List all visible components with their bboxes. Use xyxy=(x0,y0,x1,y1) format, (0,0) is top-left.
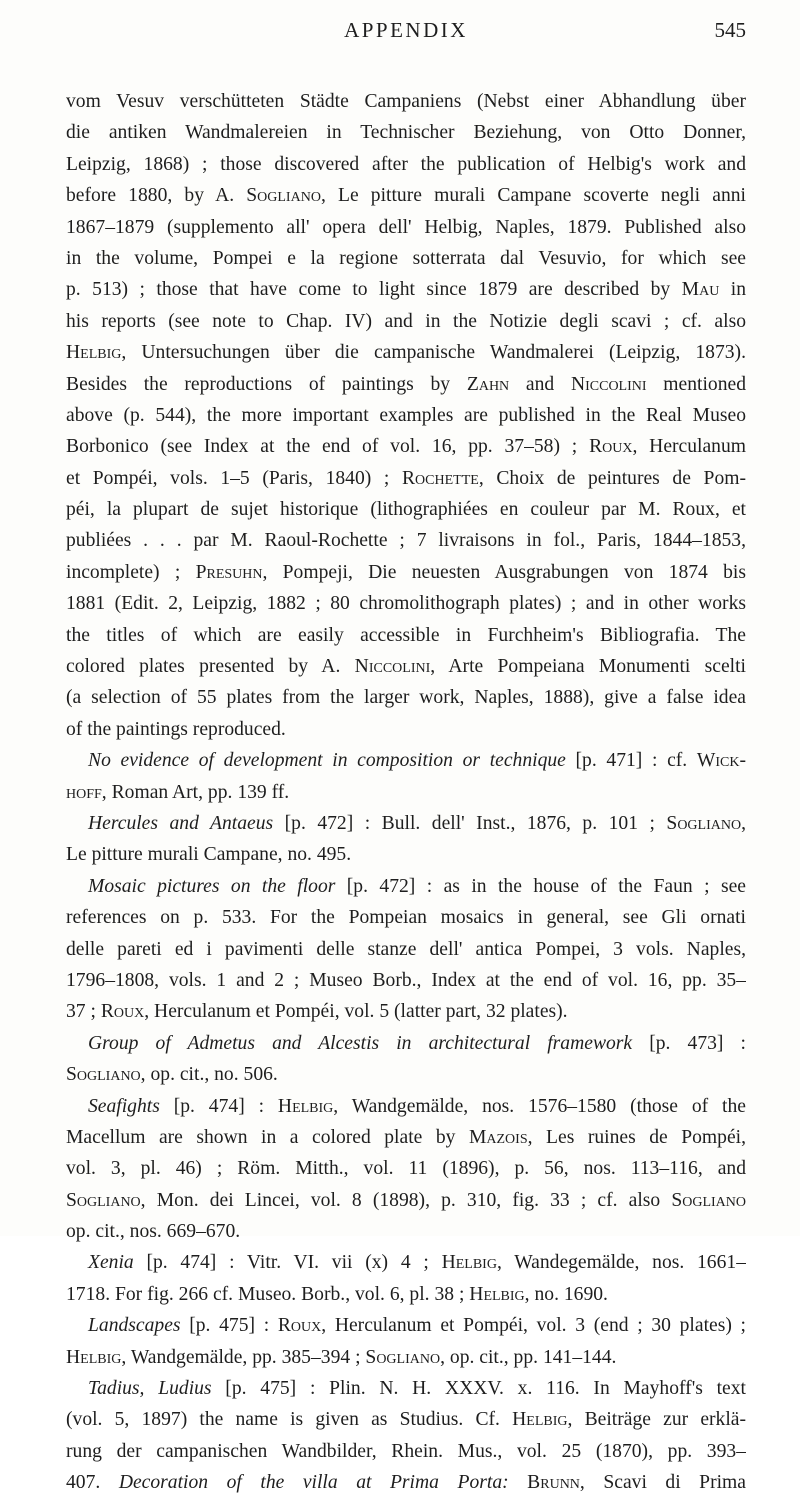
text-run: his reports (see note to Chap. IV) and in the Notizie degli scavi ; cf. also xyxy=(66,310,746,332)
text-run: [p. 474] : xyxy=(159,1095,278,1117)
text-line xyxy=(66,902,746,933)
text-line xyxy=(66,525,746,556)
author-name: Roux xyxy=(100,1001,145,1023)
author-name: Brunn xyxy=(527,1472,580,1494)
text-run: [p. 473] : xyxy=(632,1032,746,1054)
text-line xyxy=(66,1247,746,1278)
text-run: vol. 3, pl. 46) ; Röm. Mitth., vol. 11 (1896), p. 56, nos. 113–116, and xyxy=(66,1158,746,1180)
topic-heading: Xenia xyxy=(88,1252,134,1274)
topic-heading: Hercules and Antaeus xyxy=(88,812,274,834)
text-line xyxy=(66,274,746,305)
text-run: Le pitture murali Campane, no. 495. xyxy=(66,844,352,866)
author-name: hoff xyxy=(66,781,102,803)
text-line xyxy=(66,557,746,588)
text-line xyxy=(66,149,746,180)
text-line xyxy=(66,588,746,619)
page-number: 545 xyxy=(714,18,746,42)
text-line xyxy=(66,306,746,337)
text-run: Macellum are shown in a colored plate by xyxy=(66,1126,469,1148)
text-run: Borbonico (see Index at the end of vol. 16, pp. 37–58) ; xyxy=(66,436,590,458)
author-name: Sogliano xyxy=(666,812,742,834)
text-run: , Untersuchungen über die campanische Wandmalerei (Leipzig, 1873). xyxy=(121,342,746,364)
text-line xyxy=(66,86,746,117)
text-run: 407. xyxy=(66,1472,119,1494)
text-run: , xyxy=(741,812,746,834)
text-line xyxy=(66,1404,746,1435)
text-run: die antiken Wandmalereien in Technischer Beziehung, von Otto Donner, xyxy=(66,122,746,144)
author-name: Helbig xyxy=(512,1409,568,1431)
text-run: , Wandgemälde, nos. 1576–1580 (those of the xyxy=(333,1095,746,1117)
text-line xyxy=(66,180,746,211)
topic-heading: Landscapes xyxy=(88,1315,181,1337)
author-name: Roux xyxy=(277,1315,322,1337)
text-line xyxy=(66,1153,746,1184)
author-name: Wick- xyxy=(696,750,746,772)
text-run: 1718. For fig. 266 cf. Museo. Borb., vol. 6, pl. 38 ; xyxy=(66,1283,470,1305)
author-name: Zahn xyxy=(466,373,510,395)
text-run: references on p. 533. For the Pompeian mosaics in general, see Gli ornati xyxy=(66,907,746,929)
text-run: , Beiträge zur erklä- xyxy=(567,1409,746,1431)
text-run: [p. 475] : Plin. N. H. XXXV. x. 116. In Mayhoff's text xyxy=(211,1378,746,1400)
text-run: , Herculanum xyxy=(632,436,746,458)
text-run: rung der campanischen Wandbilder, Rhein. Mus., vol. 25 (1870), pp. 393– xyxy=(66,1440,746,1462)
author-name: Helbig xyxy=(469,1283,525,1305)
author-name: Rochette xyxy=(401,467,479,489)
topic-heading: Seafights xyxy=(88,1095,160,1117)
text-run: Leipzig, 1868) ; those discovered after the publication of Helbig's work and xyxy=(66,153,746,175)
text-line xyxy=(66,1373,746,1404)
author-name: Helbig xyxy=(66,342,122,364)
text-run: 37 ; xyxy=(66,1001,101,1023)
text-run: , Arte Pompeiana Monumenti scelti xyxy=(430,656,746,678)
text-line xyxy=(66,1059,746,1090)
text-body xyxy=(66,86,746,1499)
text-run: et Pompéi, vols. 1–5 (Paris, 1840) ; xyxy=(66,467,402,489)
text-run: [p. 472] : Bull. dell' Inst., 1876, p. 101 ; xyxy=(273,812,667,834)
text-line xyxy=(66,1091,746,1122)
text-run: in the volume, Pompei e la regione sotterrata dal Vesuvio, for which see xyxy=(66,247,746,269)
author-name: Helbig xyxy=(277,1095,334,1117)
text-line xyxy=(66,463,746,494)
text-run: above (p. 544), the more important examples are published in the Real Museo xyxy=(66,404,746,426)
text-line xyxy=(66,337,746,368)
topic-heading: No evidence of development in composition or technique xyxy=(88,750,566,772)
text-line xyxy=(66,808,746,839)
text-line xyxy=(66,1028,746,1059)
text-run: [p. 472] : as in the house of the Faun ; see xyxy=(335,875,746,897)
author-name: Mazois xyxy=(468,1126,528,1148)
text-line xyxy=(66,431,746,462)
text-run: , Roman Art, pp. 139 ff. xyxy=(101,781,290,803)
text-run: , Herculanum et Pompéi, vol. 5 (latter part, 32 plates). xyxy=(144,1001,568,1023)
text-run: , Les ruines de Pompéi, xyxy=(527,1126,746,1148)
author-name: Sogliano xyxy=(365,1346,441,1368)
text-run: before 1880, by A. xyxy=(66,185,247,207)
text-line xyxy=(66,745,746,776)
running-head xyxy=(66,10,746,54)
text-run: , Choix de peintures de Pom- xyxy=(478,467,746,489)
text-run: , op. cit., no. 506. xyxy=(140,1064,278,1086)
text-run: , Wandegemälde, nos. 1661– xyxy=(496,1252,746,1274)
text-line xyxy=(66,1310,746,1341)
text-run: , Le pitture murali Campane scoverte negli anni xyxy=(320,185,746,207)
text-line xyxy=(66,1185,746,1216)
author-name: Mau xyxy=(681,279,720,301)
text-line xyxy=(66,839,746,870)
author-name: Sogliano xyxy=(66,1064,141,1086)
text-line xyxy=(66,996,746,1027)
text-run: delle pareti ed i pavimenti delle stanze dell' antica Pompei, 3 vols. Naples, xyxy=(66,938,746,960)
topic-heading: Decoration of the villa at Prima Porta: xyxy=(118,1472,509,1494)
text-run: , Herculanum et Pompéi, vol. 3 (end ; 30 plates) ; xyxy=(321,1315,746,1337)
author-name: Niccolini xyxy=(354,656,431,678)
author-name: Sogliano xyxy=(671,1189,746,1211)
text-run: vom Vesuv verschütteten Städte Campaniens (Nebst einer Abhandlung über xyxy=(66,91,746,112)
author-name: Helbig xyxy=(441,1252,497,1274)
text-run: publiées . . . par M. Raoul-Rochette ; 7 livraisons in fol., Paris, 1844–1853, xyxy=(66,530,746,552)
author-name: Sogliano xyxy=(246,185,321,207)
text-run: , Pompeji, Die neuesten Ausgrabungen von 1874 bis xyxy=(262,561,746,583)
text-line xyxy=(66,620,746,651)
text-line xyxy=(66,117,746,148)
text-run xyxy=(509,1472,528,1493)
author-name: Niccolini xyxy=(570,373,647,395)
text-line xyxy=(66,871,746,902)
author-name: Sogliano xyxy=(66,1189,141,1211)
text-line xyxy=(66,1216,746,1247)
text-line xyxy=(66,212,746,243)
topic-heading: Mosaic pictures on the floor xyxy=(88,875,336,897)
text-line xyxy=(66,682,746,713)
topic-heading: Group of Admetus and Alcestis in architectural framework xyxy=(88,1032,633,1054)
text-run: [p. 471] : cf. xyxy=(565,750,697,772)
text-run: incomplete) ; xyxy=(66,561,196,583)
text-line xyxy=(66,1436,746,1467)
text-line xyxy=(66,934,746,965)
running-title: APPENDIX xyxy=(344,18,468,42)
text-run: the titles of which are easily accessible in Furchheim's Bibliografia. The xyxy=(66,624,746,646)
text-run: , Scavi di Prima xyxy=(579,1472,746,1494)
text-run: péi, la plupart de sujet historique (lithographiées en couleur par M. Roux, et xyxy=(66,499,746,521)
author-name: Helbig xyxy=(66,1346,122,1368)
text-run: colored plates presented by A. xyxy=(66,656,355,678)
text-run: Besides the reproductions of paintings by xyxy=(66,373,467,395)
text-line xyxy=(66,1467,746,1498)
text-run: , Wandgemälde, pp. 385–394 ; xyxy=(121,1346,366,1368)
text-line xyxy=(66,1279,746,1310)
text-run: in xyxy=(719,279,746,301)
text-line xyxy=(66,714,746,745)
text-line xyxy=(66,1342,746,1373)
text-run: p. 513) ; those that have come to light since 1879 are described by xyxy=(66,279,682,301)
text-run: 1867–1879 (supplemento all' opera dell' Helbig, Naples, 1879. Published also xyxy=(66,216,746,238)
text-line xyxy=(66,243,746,274)
author-name: Presuhn xyxy=(195,561,263,583)
text-run: , op. cit., pp. 141–144. xyxy=(440,1346,617,1368)
text-line xyxy=(66,651,746,682)
text-run: 1881 (Edit. 2, Leipzig, 1882 ; 80 chromolithograph plates) ; and in other works xyxy=(66,593,746,615)
text-run: mentioned xyxy=(646,373,746,395)
text-run: 1796–1808, vols. 1 and 2 ; Museo Borb., Index at the end of vol. 16, pp. 35– xyxy=(66,969,746,991)
text-line xyxy=(66,777,746,808)
text-run: [p. 475] : xyxy=(180,1315,278,1337)
text-line xyxy=(66,369,746,400)
text-run: , no. 1690. xyxy=(524,1283,608,1305)
topic-heading: Tadius, Ludius xyxy=(88,1378,212,1400)
text-line xyxy=(66,400,746,431)
author-name: Roux xyxy=(589,436,633,458)
text-line xyxy=(66,965,746,996)
text-run: (a selection of 55 plates from the larger work, Naples, 1888), give a false idea xyxy=(66,687,746,709)
text-run: , Mon. dei Lincei, vol. 8 (1898), p. 310, fig. 33 ; cf. also xyxy=(140,1189,672,1211)
text-run: and xyxy=(509,373,571,395)
text-run: of the paintings reproduced. xyxy=(66,718,286,740)
text-run: [p. 474] : Vitr. VI. vii (x) 4 ; xyxy=(133,1252,442,1274)
text-line xyxy=(66,1122,746,1153)
text-line xyxy=(66,494,746,525)
text-run: (vol. 5, 1897) the name is given as Studius. Cf. xyxy=(66,1409,513,1431)
text-run: op. cit., nos. 669–670. xyxy=(66,1221,241,1243)
